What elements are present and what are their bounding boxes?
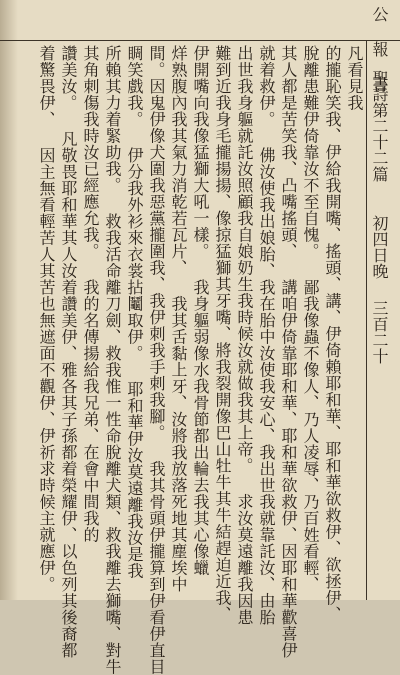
text-column: 其角刺傷我時汝已經應允我。 我的名傳揚給我兄弟、在會中間我的 bbox=[81, 45, 100, 543]
text-column: 讚美汝。 凡敬畏耶和華其人汝着讚美伊、雅各其子孫都着榮耀伊、以色列其後裔都 bbox=[59, 45, 78, 659]
text-column: 着驚畏伊、 因主無看輕苦人其苦也無遮面不觀伊、伊祈求時候主就應伊。 bbox=[37, 45, 56, 593]
text-column: 凡看見我 bbox=[345, 45, 364, 111]
section-title: 聖詩第二十二篇 bbox=[370, 70, 389, 182]
text-column: 睭笑戲我。 伊分我外衫來衣裳拈鬮取伊。 耶和華伊汝莫遠離我汝是我 bbox=[125, 45, 144, 579]
text-column: 就着救伊。 佛汝使我出娘胎、我在胎中汝使我安心、我出世我就靠託汝、由胎 bbox=[257, 45, 276, 626]
page-number: 三百二十 bbox=[370, 300, 389, 364]
text-column: 其人都是苦笑我、凸嘴搖頭、 講咱伊倚靠耶和華、耶和華欲救伊、因耶和華歡喜伊 bbox=[279, 45, 298, 659]
text-column: 間。因鬼伊像犬圍我惡黨攏圍我、我伊刺我手刺我腳。 我其骨頭伊攏算到伊看伊直目 bbox=[147, 45, 166, 675]
text-column: 所賴其力着緊助我。 救我活命離刀劍、救我惟一性命脫離犬類、救我離去獅嘴、對牛 bbox=[103, 45, 122, 675]
date-label: 初四日晚 bbox=[370, 215, 389, 279]
text-column: 出世我身軀就託汝照顧我自娘奶生我時候汝就做我其上帝。 求汝莫遠離我因患 bbox=[235, 45, 254, 626]
text-column: 烊熟腹內我其氣力消乾若瓦片、 我其舌黏上牙、汝將我放落死地其塵埃中 bbox=[169, 45, 188, 593]
publication-label: 公 報 書 bbox=[370, 6, 389, 92]
text-column: 伊開嘴向我像猛獅大吼一樣。 我身軀弱像水我骨節都出輪去我其心像蠟 bbox=[191, 45, 210, 576]
top-rule bbox=[0, 40, 400, 41]
text-column: 脫離患難伊倚靠汝不至自愧。 鄙我像蟲不像人、乃人凌辱、乃百姓看輕、 bbox=[301, 45, 320, 593]
text-column: 難到近我身毛攏揚揚、像掠猛獅其牙嘴、將我裂開像巴山牡牛其牛結趕迫近我、 bbox=[213, 45, 232, 623]
text-column: 的攏恥笑我、伊給我開嘴、搖頭、講、伊倚賴耶和華、耶和華欲救伊、欲拯伊、 bbox=[323, 45, 342, 623]
header-divider bbox=[366, 40, 367, 600]
